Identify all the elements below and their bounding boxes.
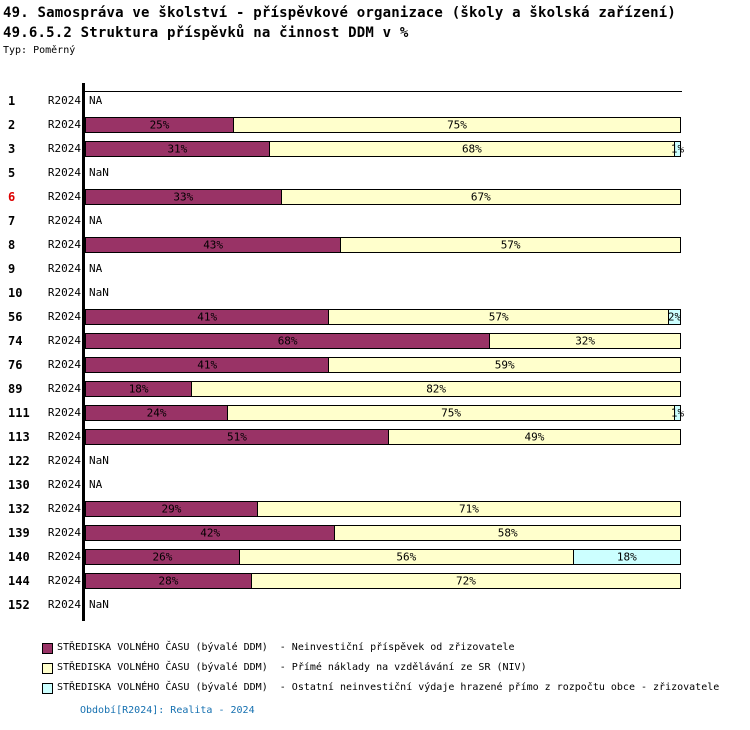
legend-label: STŘEDISKA VOLNÉHO ČASU (bývalé DDM) - Přímé náklady na vzdělávání ze SR (NIV)	[57, 662, 527, 673]
stacked-bar	[85, 429, 681, 445]
row-id-label: 9	[8, 262, 16, 276]
bar-segment-value: 57%	[500, 238, 521, 252]
row-id-label: 140	[8, 550, 30, 564]
row-status-label: NA	[89, 94, 103, 107]
chart-row	[0, 257, 750, 281]
bar-segment-series2	[228, 405, 675, 421]
bar-segment-value: 75%	[441, 406, 461, 420]
bar-segment-series2	[258, 501, 681, 517]
bar-segment-value: 59%	[494, 358, 515, 372]
bar-segment-series1	[85, 141, 270, 157]
row-period-label: R2024	[47, 190, 81, 203]
bar-segment-series1	[85, 549, 240, 565]
bar-segment-value: 28%	[158, 574, 179, 588]
bar-segment-value: 58%	[497, 526, 518, 540]
bar-segment-series3	[669, 309, 681, 325]
row-id-label: 139	[8, 526, 30, 540]
bar-segment-series1	[85, 333, 490, 349]
bar-segment-series3	[574, 549, 681, 565]
stacked-bar	[85, 141, 685, 157]
bar-segment-series2	[192, 381, 681, 397]
bar-segment-value: 25%	[149, 118, 170, 132]
stacked-bar	[85, 189, 681, 205]
bar-segment-series2	[240, 549, 574, 565]
row-status-label: NaN	[89, 598, 109, 611]
chart-row	[0, 401, 750, 425]
row-id-label: 122	[8, 454, 30, 468]
stacked-bar	[85, 501, 681, 517]
bar-segment-value: 33%	[173, 190, 194, 204]
bar-segment-value: 24%	[146, 406, 167, 420]
bar-segment-value: 68%	[461, 142, 482, 156]
row-period-label: R2024	[47, 574, 81, 587]
row-id-label: 8	[8, 238, 16, 252]
row-period-label: R2024	[47, 262, 81, 275]
bar-segment-value: 32%	[575, 334, 596, 348]
bar-segment-value: 29%	[161, 502, 182, 516]
legend	[42, 638, 742, 698]
stacked-bar	[85, 525, 681, 541]
row-id-label: 113	[8, 430, 30, 444]
chart-row	[0, 185, 750, 209]
chart-row	[0, 497, 750, 521]
bar-segment-series2	[329, 357, 681, 373]
bar-segment-value: 1%	[670, 406, 685, 420]
bar-segment-value: 72%	[455, 574, 476, 588]
chart-row	[0, 377, 750, 401]
row-period-label: R2024	[47, 94, 81, 107]
bar-segment-series2	[490, 333, 681, 349]
bar-segment-value: 41%	[197, 358, 218, 372]
stacked-bar	[85, 549, 681, 565]
legend-swatch-icon	[42, 643, 53, 654]
legend-label: STŘEDISKA VOLNÉHO ČASU (bývalé DDM) - Neinvestiční příspěvek od zřizovatele	[57, 642, 515, 653]
row-period-label: R2024	[47, 526, 81, 539]
bar-segment-series2	[234, 117, 681, 133]
row-period-label: R2024	[47, 598, 81, 611]
row-period-label: R2024	[47, 142, 81, 155]
bar-segment-value: 41%	[197, 310, 218, 324]
chart-row	[0, 233, 750, 257]
bar-segment-series2	[270, 141, 675, 157]
row-id-label: 111	[8, 406, 30, 420]
row-status-label: NA	[89, 214, 103, 227]
row-id-label: 7	[8, 214, 16, 228]
chart-row	[0, 473, 750, 497]
chart-row	[0, 569, 750, 593]
bar-segment-series1	[85, 525, 335, 541]
stacked-bar	[85, 381, 681, 397]
bar-segment-series1	[85, 381, 192, 397]
row-period-label: R2024	[47, 454, 81, 467]
legend-swatch-icon	[42, 663, 53, 674]
bar-segment-series1	[85, 429, 389, 445]
chart-row	[0, 161, 750, 185]
stacked-bar	[85, 309, 681, 325]
stacked-bar	[85, 333, 681, 349]
chart-subtitle: 49.6.5.2 Struktura příspěvků na činnost DDM v %	[3, 25, 409, 41]
chart-row	[0, 137, 750, 161]
row-id-label: 6	[8, 190, 16, 204]
bar-segment-series2	[335, 525, 681, 541]
bar-segment-value: 1%	[670, 142, 685, 156]
chart-row	[0, 89, 750, 113]
row-id-label: 130	[8, 478, 30, 492]
bar-segment-value: 42%	[200, 526, 221, 540]
chart-row	[0, 305, 750, 329]
stacked-bar	[85, 117, 681, 133]
row-period-label: R2024	[47, 478, 81, 491]
row-status-label: NA	[89, 262, 103, 275]
row-period-label: R2024	[47, 214, 81, 227]
page-title: 49. Samospráva ve školství - příspěvkové organizace (školy a školská zařízení)	[3, 5, 677, 21]
bar-segment-series2	[329, 309, 669, 325]
row-period-label: R2024	[47, 238, 81, 251]
legend-item-series1	[42, 638, 742, 658]
bar-segment-series1	[85, 189, 282, 205]
row-id-label: 74	[8, 334, 23, 348]
bar-segment-value: 51%	[227, 430, 247, 444]
row-id-label: 5	[8, 166, 16, 180]
legend-item-series2	[42, 658, 742, 678]
row-id-label: 76	[8, 358, 23, 372]
bar-segment-value: 82%	[426, 382, 447, 396]
bar-segment-value: 75%	[447, 118, 467, 132]
chart-row	[0, 521, 750, 545]
bar-segment-value: 26%	[152, 550, 173, 564]
row-period-label: R2024	[47, 550, 81, 563]
stacked-bar	[85, 405, 685, 421]
row-period-label: R2024	[47, 118, 81, 131]
bar-segment-value: 57%	[488, 310, 509, 324]
row-period-label: R2024	[47, 502, 81, 515]
chart-row	[0, 113, 750, 137]
bar-segment-value: 31%	[167, 142, 188, 156]
stacked-bar	[85, 573, 681, 589]
bar-segment-series1	[85, 117, 234, 133]
row-id-label: 152	[8, 598, 30, 612]
chart-row	[0, 281, 750, 305]
bar-segment-value: 68%	[277, 334, 298, 348]
legend-item-series3	[42, 678, 742, 698]
row-id-label: 1	[8, 94, 16, 108]
bar-segment-series1	[85, 573, 252, 589]
bar-segment-value: 67%	[470, 190, 491, 204]
legend-label: STŘEDISKA VOLNÉHO ČASU (bývalé DDM) - Ostatní neinvestiční výdaje hrazené přímo z rozpočtu obce - zřizovatele	[57, 682, 720, 693]
bar-segment-series1	[85, 309, 329, 325]
stacked-bar	[85, 357, 681, 373]
row-period-label: R2024	[47, 382, 81, 395]
bar-segment-value: 71%	[458, 502, 479, 516]
bar-segment-series2	[341, 237, 681, 253]
row-id-label: 89	[8, 382, 23, 396]
bar-segment-series1	[85, 501, 258, 517]
bar-segment-series3	[670, 405, 685, 421]
row-status-label: NaN	[89, 166, 109, 179]
chart-row	[0, 329, 750, 353]
row-period-label: R2024	[47, 310, 81, 323]
chart-row	[0, 545, 750, 569]
bar-segment-value: 43%	[203, 238, 224, 252]
bar-segment-value: 2%	[667, 310, 682, 324]
bar-segment-series1	[85, 237, 341, 253]
row-status-label: NaN	[89, 454, 109, 467]
bar-segment-series2	[282, 189, 681, 205]
bar-segment-series2	[252, 573, 681, 589]
row-id-label: 2	[8, 118, 16, 132]
row-status-label: NA	[89, 478, 103, 491]
bar-segment-value: 18%	[616, 550, 637, 564]
legend-swatch-icon	[42, 683, 53, 694]
row-status-label: NaN	[89, 286, 109, 299]
bar-segment-value: 56%	[396, 550, 417, 564]
bar-segment-series3	[670, 141, 685, 157]
row-id-label: 10	[8, 286, 23, 300]
chart-row	[0, 353, 750, 377]
chart-rows	[0, 89, 750, 617]
bar-segment-series2	[389, 429, 681, 445]
row-id-label: 3	[8, 142, 16, 156]
bar-segment-series1	[85, 357, 329, 373]
chart-type-label: Typ: Poměrný	[3, 45, 76, 56]
period-footnote: Období[R2024]: Realita - 2024	[80, 705, 255, 716]
chart-row	[0, 449, 750, 473]
row-period-label: R2024	[47, 334, 81, 347]
row-period-label: R2024	[47, 430, 81, 443]
chart-row	[0, 593, 750, 617]
stacked-bar	[85, 237, 681, 253]
chart-row	[0, 209, 750, 233]
chart-row	[0, 425, 750, 449]
bar-segment-value: 49%	[524, 430, 545, 444]
bar-segment-series1	[85, 405, 228, 421]
row-period-label: R2024	[47, 166, 81, 179]
row-id-label: 56	[8, 310, 23, 324]
row-period-label: R2024	[47, 406, 81, 419]
row-id-label: 132	[8, 502, 30, 516]
row-period-label: R2024	[47, 358, 81, 371]
row-period-label: R2024	[47, 286, 81, 299]
row-id-label: 144	[8, 574, 30, 588]
bar-segment-value: 18%	[128, 382, 149, 396]
